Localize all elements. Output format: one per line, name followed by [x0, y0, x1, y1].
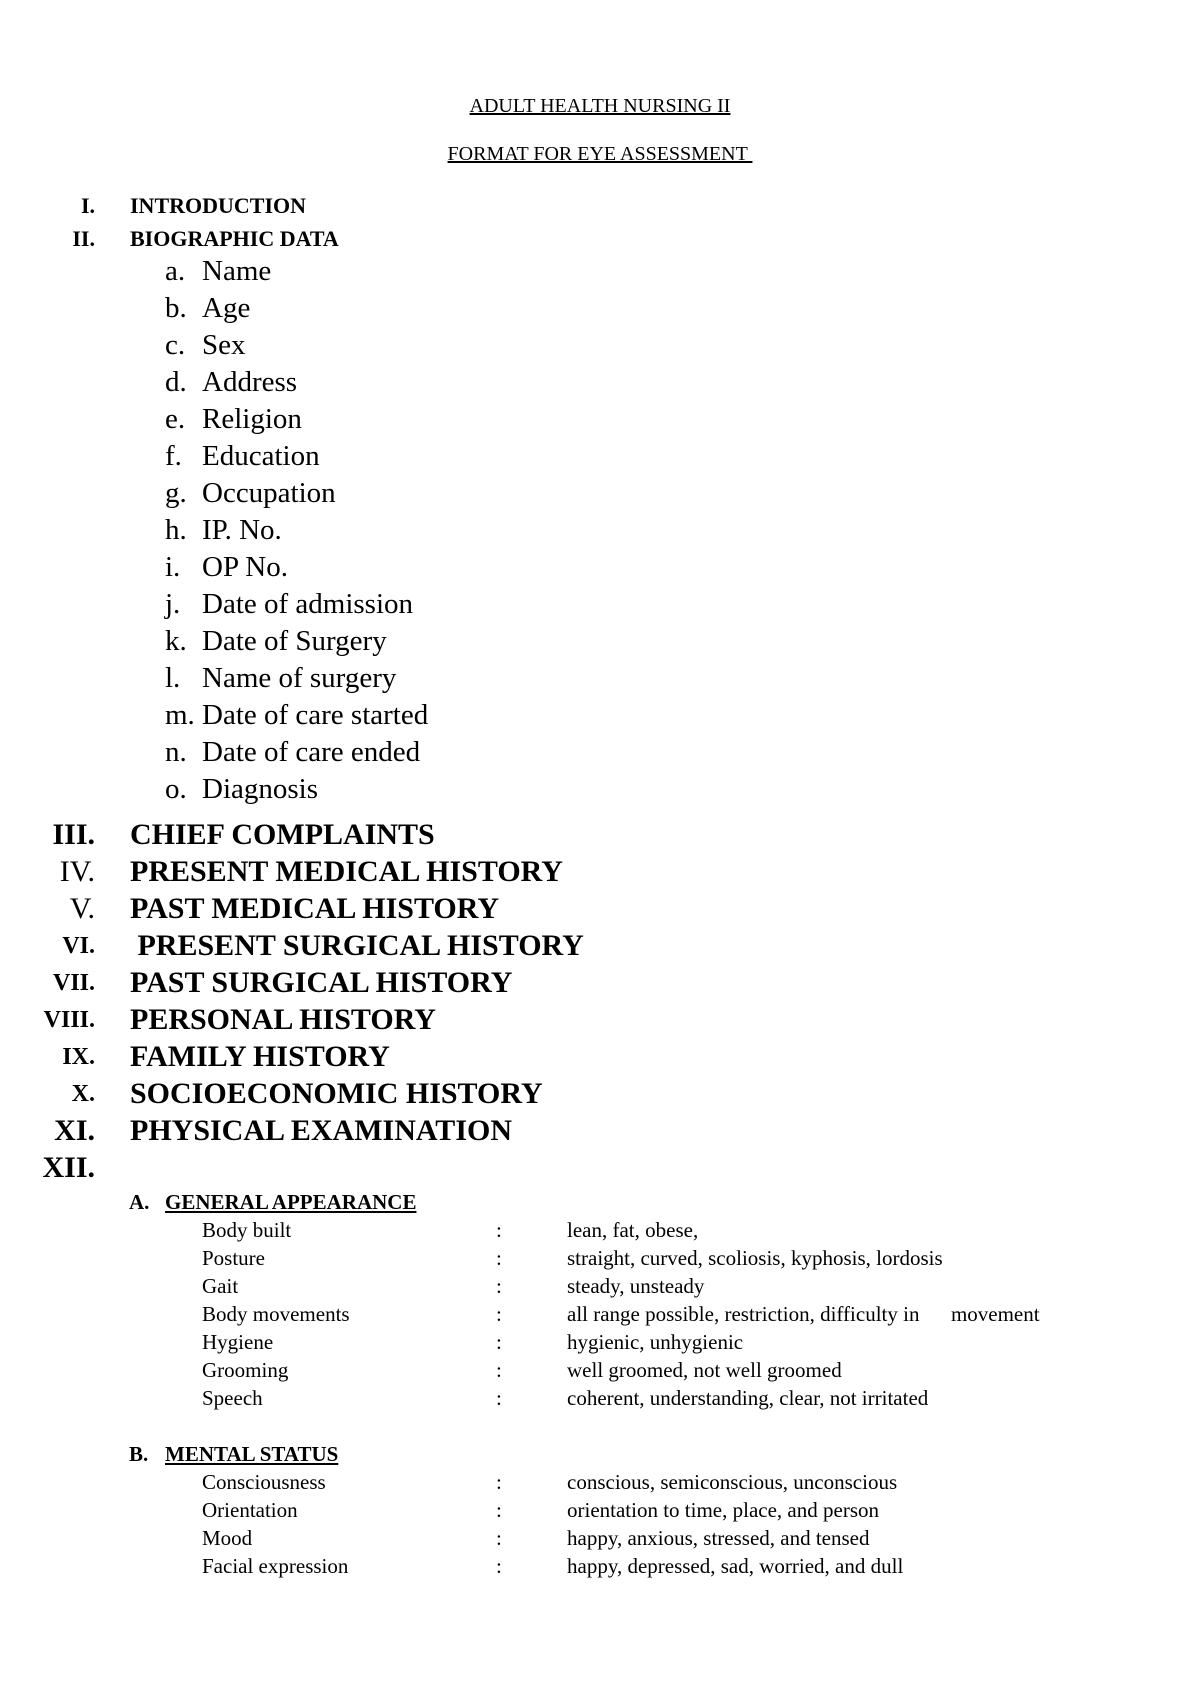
section-heading: PHYSICAL EXAMINATION: [130, 1114, 512, 1147]
row-value: conscious, semiconscious, unconscious: [567, 1470, 898, 1494]
row-colon: :: [496, 1358, 502, 1382]
row-colon: :: [496, 1330, 502, 1354]
list-text: Address: [202, 366, 298, 398]
row-value: steady, unsteady: [567, 1274, 705, 1298]
row-colon: :: [496, 1274, 502, 1298]
list-letter: d.: [165, 366, 187, 398]
section-number: V.: [69, 892, 95, 925]
row-value: straight, curved, scoliosis, kyphosis, lordosis: [567, 1246, 943, 1270]
section-heading: PRESENT MEDICAL HISTORY: [130, 855, 563, 888]
section-number: IX.: [62, 1044, 95, 1070]
row-label: Speech: [202, 1386, 263, 1410]
list-letter: k.: [165, 625, 187, 657]
section-heading: CHIEF COMPLAINTS: [130, 818, 435, 851]
list-text: Diagnosis: [202, 773, 318, 805]
list-text: Date of admission: [202, 588, 414, 620]
section-present-medical-history: [0, 855, 1200, 891]
row-colon: :: [496, 1554, 502, 1578]
list-letter: l.: [165, 662, 181, 694]
list-letter: j.: [165, 588, 181, 620]
section-number: VI.: [62, 933, 95, 959]
list-letter: c.: [165, 329, 186, 361]
row-value: hygienic, unhygienic: [567, 1330, 744, 1354]
subsection-title: MENTAL STATUS: [165, 1442, 339, 1466]
list-text: IP. No.: [202, 514, 282, 546]
list-letter: h.: [165, 514, 187, 546]
row-label: Hygiene: [202, 1330, 274, 1354]
section-heading: PAST MEDICAL HISTORY: [130, 892, 500, 925]
row-colon: :: [496, 1218, 502, 1242]
section-heading: BIOGRAPHIC DATA: [130, 226, 339, 251]
course-title: ADULT HEALTH NURSING II: [469, 95, 731, 117]
section-number: IV.: [59, 855, 95, 888]
row-value: well groomed, not well groomed: [567, 1358, 842, 1382]
section-heading: INTRODUCTION: [130, 193, 307, 218]
list-letter: m.: [165, 699, 195, 731]
section-number: II.: [72, 226, 95, 251]
section-family-history: [0, 1040, 1200, 1076]
section-socioeconomic-history: [0, 1077, 1200, 1113]
section-heading: PERSONAL HISTORY: [130, 1003, 436, 1036]
row-label: Consciousness: [202, 1470, 326, 1494]
row-label: Body built: [202, 1218, 292, 1242]
section-number: I.: [80, 193, 95, 218]
row-label: Facial expression: [202, 1554, 349, 1578]
list-letter: g.: [165, 477, 187, 509]
row-label: Grooming: [202, 1358, 289, 1382]
section-past-medical-history: [0, 892, 1200, 928]
list-text: Date of care ended: [202, 736, 421, 768]
list-text: Religion: [202, 403, 302, 435]
row-label: Orientation: [202, 1498, 298, 1522]
list-letter: f.: [165, 440, 182, 472]
list-letter: i.: [165, 551, 181, 583]
subsection-letter: A.: [129, 1190, 150, 1214]
row-colon: :: [496, 1526, 502, 1550]
list-letter: b.: [165, 292, 187, 324]
list-text: Name of surgery: [202, 662, 397, 694]
format-title: FORMAT FOR EYE ASSESSMENT: [447, 143, 753, 165]
row-label: Gait: [202, 1274, 239, 1298]
general-appearance-heading: [129, 1190, 416, 1215]
list-text: Occupation: [202, 477, 336, 509]
list-text: Date of Surgery: [202, 625, 387, 657]
section-introduction: [0, 193, 1200, 229]
section-past-surgical-history: [0, 966, 1200, 1002]
section-number: VII.: [52, 970, 95, 996]
section-number: III.: [52, 818, 95, 851]
mental-status-heading: [129, 1442, 338, 1467]
list-text: Age: [202, 292, 251, 324]
row-colon: :: [496, 1386, 502, 1410]
section-number: X.: [71, 1081, 95, 1107]
row-value: orientation to time, place, and person: [567, 1498, 879, 1522]
list-text: Sex: [202, 329, 246, 361]
list-letter: a.: [165, 255, 186, 287]
row-value: happy, anxious, stressed, and tensed: [567, 1526, 870, 1550]
list-letter: o.: [165, 773, 187, 805]
row-value: lean, fat, obese,: [567, 1218, 699, 1242]
row-colon: :: [496, 1246, 502, 1270]
list-text: Education: [202, 440, 320, 472]
subsection-letter: B.: [129, 1442, 149, 1466]
list-text: OP No.: [202, 551, 288, 583]
row-colon: :: [496, 1498, 502, 1522]
section-heading: PAST SURGICAL HISTORY: [130, 966, 513, 999]
subsection-title: GENERAL APPEARANCE: [165, 1190, 417, 1214]
row-colon: :: [496, 1302, 502, 1326]
section-heading: SOCIOECONOMIC HISTORY: [130, 1077, 543, 1110]
row-value: happy, depressed, sad, worried, and dull: [567, 1554, 904, 1578]
section-personal-history: [0, 1003, 1200, 1039]
section-number: XI.: [54, 1114, 95, 1147]
section-number: XII.: [42, 1151, 95, 1184]
row-label: Body movements: [202, 1302, 350, 1326]
row-label: Posture: [202, 1246, 265, 1270]
list-letter: e.: [165, 403, 186, 435]
row-value: coherent, understanding, clear, not irritated: [567, 1386, 929, 1410]
row-value: all range possible, restriction, difficulty in movement: [567, 1302, 1040, 1326]
list-text: Date of care started: [202, 699, 429, 731]
list-text: Name: [202, 255, 272, 287]
row-colon: :: [496, 1470, 502, 1494]
section-present-surgical-history: [0, 929, 1200, 965]
row-label: Mood: [202, 1526, 253, 1550]
section-heading: PRESENT SURGICAL HISTORY: [130, 929, 584, 962]
section-physical-examination: [0, 1114, 1200, 1150]
section-heading: FAMILY HISTORY: [130, 1040, 390, 1073]
section-chief-complaints: [0, 818, 1200, 854]
section-twelve: [0, 1151, 1200, 1187]
list-letter: n.: [165, 736, 187, 768]
section-number: VIII.: [43, 1007, 95, 1033]
